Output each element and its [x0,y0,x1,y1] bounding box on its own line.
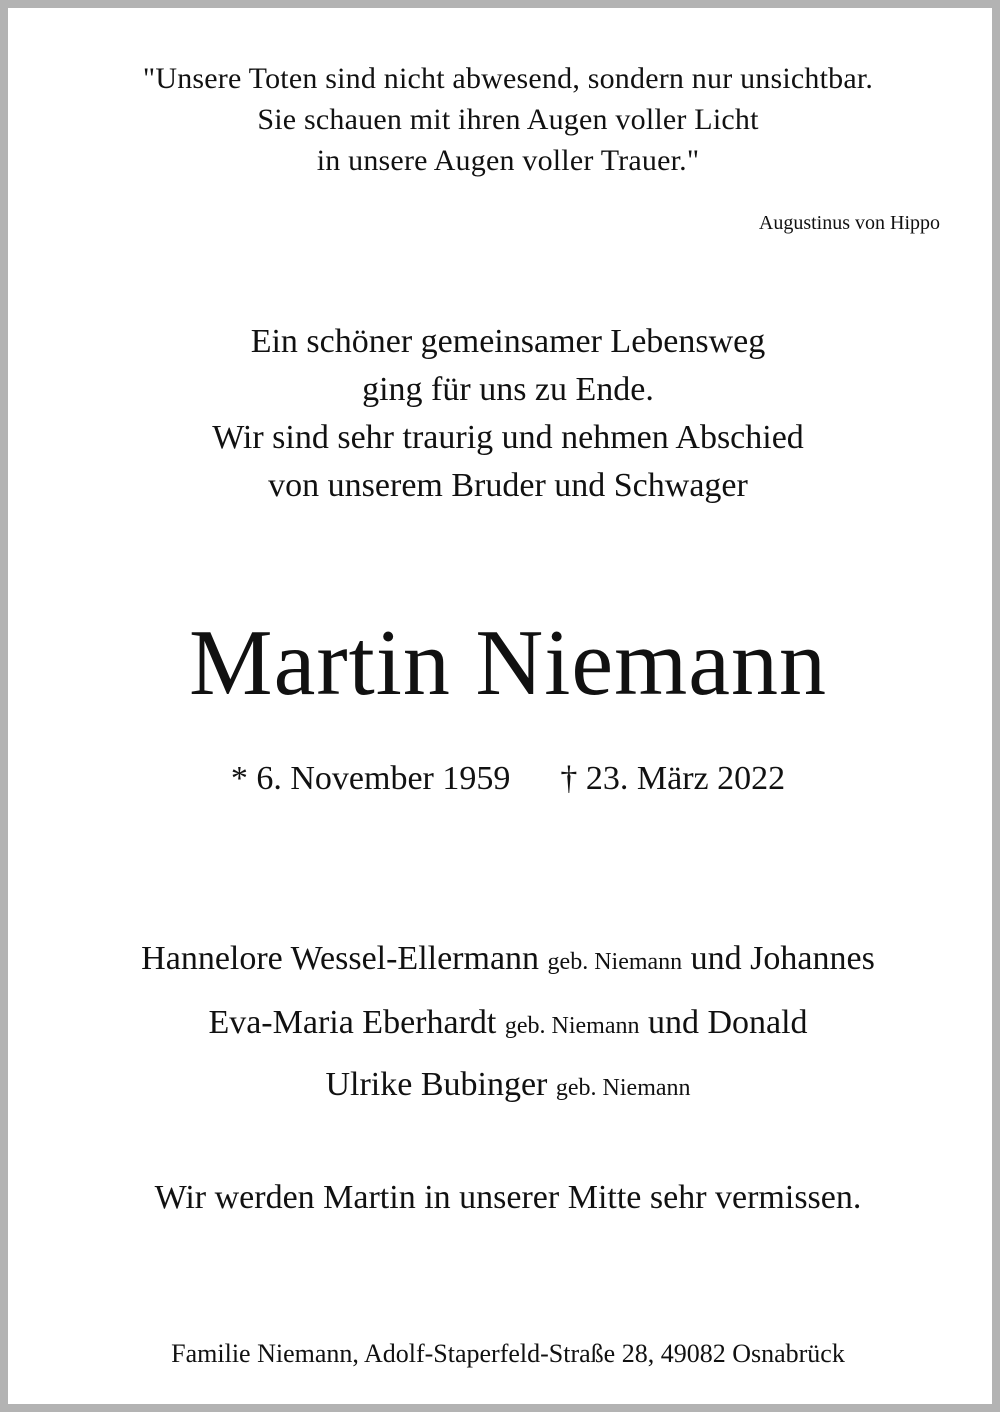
family-member-name: Ulrike Bubinger [325,1066,548,1103]
family-member-name: Hannelore Wessel-Ellermann [141,940,540,977]
deceased-name: Martin Niemann [189,611,827,715]
quote-line-2: Sie schauen mit ihren Augen voller Licht [257,103,759,136]
family-address: Familie Niemann, Adolf-Staperfeld-Straße 28, 49082 Osnabrück [171,1339,845,1368]
family-member-partner: und Johannes [690,940,875,977]
intro-line-2: ging für uns zu Ende. [362,371,654,408]
life-dates [8,762,1000,796]
family-member-maiden-name: geb. Niemann [555,1075,691,1101]
family-member-maiden-name: geb. Niemann [547,949,683,975]
family-member-maiden-name: geb. Niemann [504,1013,640,1039]
family-member [8,942,1000,976]
quote-author: Augustinus von Hippo [758,212,940,234]
closing-sentence: Wir werden Martin in unserer Mitte sehr vermissen. [154,1179,862,1216]
family-member [8,1006,1000,1040]
family-member [8,1068,1000,1102]
death-date: † 23. März 2022 [560,760,786,797]
quote-line-3: in unsere Augen voller Trauer." [316,144,700,177]
family-member-partner: und Donald [647,1004,808,1041]
birth-date: * 6. November 1959 [230,760,511,797]
intro-line-1: Ein schöner gemeinsamer Lebensweg [250,323,766,360]
intro-line-3: Wir sind sehr traurig und nehmen Abschied [212,419,804,456]
intro-line-4: von unserem Bruder und Schwager [268,467,748,504]
family-member-name: Eva-Maria Eberhardt [208,1004,497,1041]
quote-line-1: "Unsere Toten sind nicht abwesend, sondern nur unsichtbar. [142,62,874,95]
